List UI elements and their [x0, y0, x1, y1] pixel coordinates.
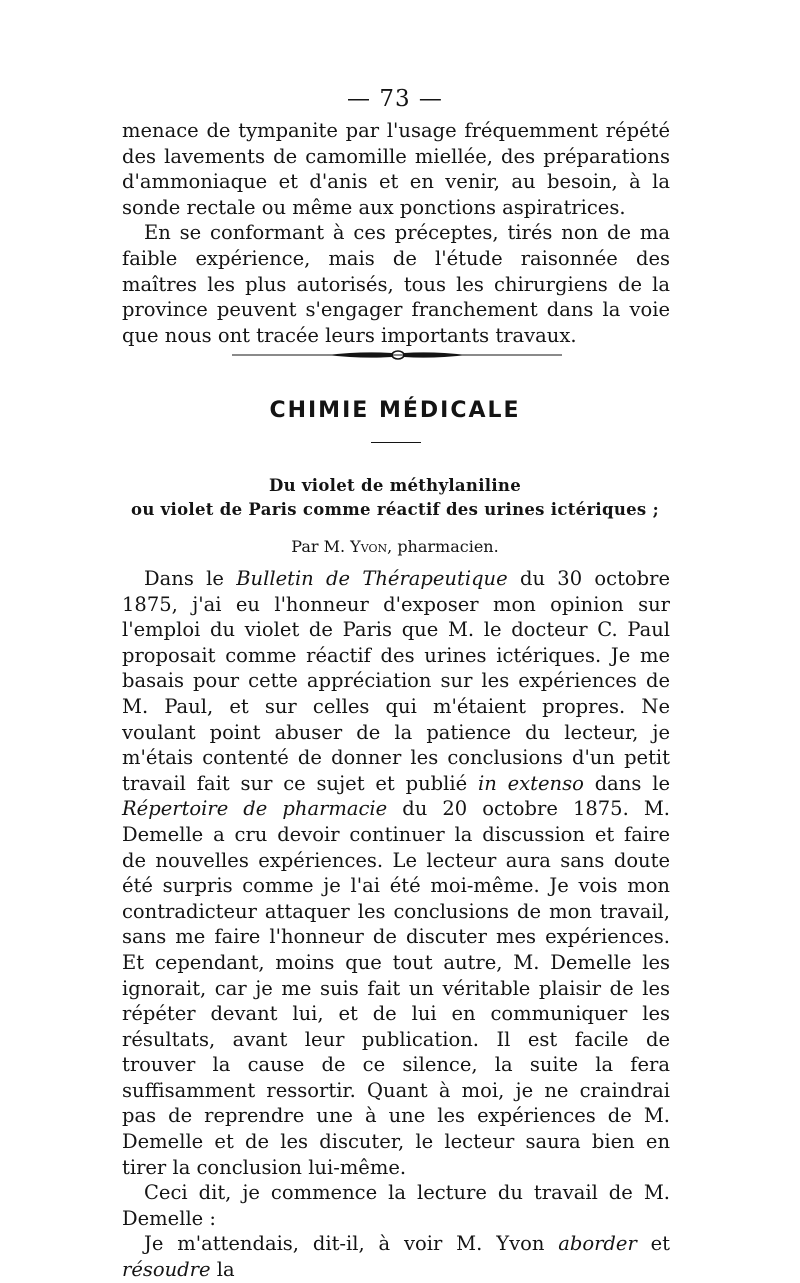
- article-title-line-2: ou violet de Paris comme réactif des urines ictériques ;: [131, 500, 659, 519]
- italic-phrase: in extenso: [477, 771, 584, 795]
- text-run: dans le: [583, 771, 670, 795]
- byline: [0, 537, 790, 556]
- journal-title: Répertoire de pharmacie: [122, 797, 388, 821]
- text-run: Dans le: [144, 567, 237, 590]
- italic-word: aborder: [558, 1232, 637, 1256]
- ornamental-rule: [232, 345, 562, 365]
- text-run: du 30 octobre 1875, j'ai eu l'honneur d'exposer mon opinion sur l'emploi du violet de Paris que M. le docteur C. Paul proposait comme réactif des urines ictériques. Je me basais pour cette appréciation sur les expériences de M. Paul, et sur celles qui m'étaient propres. Ne voulant point abuser de la patience du lecteur, je m'étais contenté de donner les conclusions d'un petit travail fait sur ce sujet et publié: [122, 567, 670, 795]
- byline-prefix: Par M.: [291, 537, 346, 556]
- author-name: Yvon: [350, 537, 388, 556]
- paragraph: [122, 566, 670, 1180]
- article-title-line-1: Du violet de méthylaniline: [268, 476, 522, 495]
- heading-rule: [371, 442, 421, 443]
- byline-suffix: , pharmacien.: [387, 537, 499, 556]
- paragraph: Ceci dit, je commence la lecture du travail de M. Demelle :: [122, 1181, 670, 1230]
- article-body: [122, 566, 670, 1283]
- page-number: — 73 —: [347, 86, 443, 112]
- paragraph: [122, 1231, 670, 1282]
- text-run: et: [636, 1232, 670, 1256]
- text-run: du 20 octobre 1875. M. Demelle a cru devoir continuer la discussion et faire de nouvelles expériences. Le lecteur aura sans doute été surpris comme je l'ai été moi-même. Je vois mon contradicteur attaquer les conclusions de mon travail, sans me faire l'honneur de discuter mes expériences. Et cependant, moins que tout autre, M. Demelle les ignorait, car je me suis fait un véritable plaisir de les répéter devant lui, et de lui en communiquer les résultats, avant leur publication. Il est facile de trouver la cause de ce silence, la suite la fera suffisamment ressortir. Quant à moi, je ne craindrai pas de reprendre une à une les expériences de M. Demelle et de les discuter, le lecteur saura bien en tirer la conclusion lui-même.: [122, 797, 671, 1179]
- section-heading: CHIMIE MÉDICALE: [269, 398, 521, 423]
- text-run: Je m'attendais, dit-il, à voir M. Yvon: [144, 1232, 559, 1256]
- italic-word: résoudre: [122, 1258, 211, 1282]
- paragraph: En se conformant à ces préceptes, tirés non de ma faible expérience, mais de l'étude raisonnée des maîtres les plus autorisés, tous les chirurgiens de la province peuvent s'engager franchement dans la voie que nous ont tracée leurs importants travaux.: [122, 221, 670, 347]
- paragraph: menace de tympanite par l'usage fréquemment répété des lavements de camomille miellée, des préparations d'ammoniaque et d'anis et en venir, au besoin, à la sonde rectale ou même aux ponctions aspiratrices.: [122, 119, 670, 219]
- text-run: la: [210, 1258, 235, 1282]
- previous-article-ending: [122, 118, 670, 348]
- journal-title: Bulletin de Thérapeutique: [236, 567, 508, 590]
